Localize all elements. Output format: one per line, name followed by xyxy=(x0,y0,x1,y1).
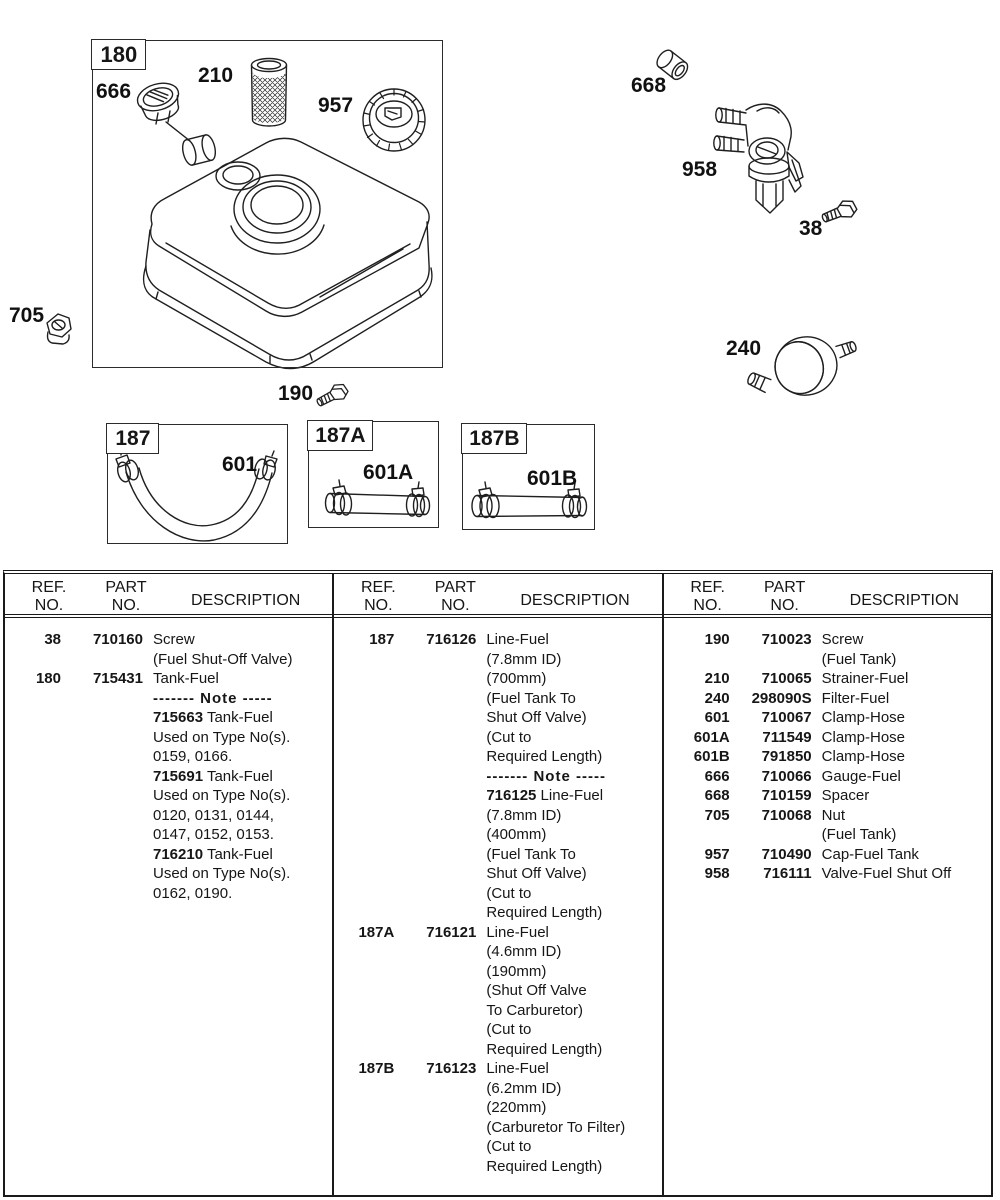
part-no-cell xyxy=(394,942,476,962)
table-header xyxy=(334,574,661,618)
description-header: DESCRIPTION xyxy=(190,592,301,609)
ref-no-cell xyxy=(9,708,61,728)
ref-no-cell xyxy=(342,884,394,904)
part-no-cell: 716126 xyxy=(426,631,477,648)
ref-no-cell: 957 xyxy=(704,845,730,863)
table-row xyxy=(5,689,332,709)
part-no-cell xyxy=(61,650,143,670)
part-no-cell: 710065 xyxy=(761,670,812,687)
table-row xyxy=(334,1137,661,1157)
description-cell: 0147, 0152, 0153. xyxy=(153,826,274,843)
table-row xyxy=(334,1020,661,1040)
table-row xyxy=(334,650,661,670)
ref-no-cell xyxy=(9,806,61,826)
description-cell: Used on Type No(s). xyxy=(153,728,291,746)
part-no-cell xyxy=(394,728,476,748)
ref-no-cell xyxy=(342,767,394,787)
table-rows xyxy=(334,618,661,1176)
table-row xyxy=(664,630,991,650)
description-cell: Strainer-Fuel xyxy=(821,670,909,687)
ref-no-cell xyxy=(9,786,61,806)
part-no-cell: 791850 xyxy=(761,748,812,765)
table-rows xyxy=(664,618,991,884)
description-cell: (4.6mm ID) xyxy=(486,943,562,960)
description-cell: (7.8mm ID) xyxy=(486,806,562,824)
description-cell: Shut Off Valve) xyxy=(486,865,587,882)
description-cell: 0120, 0131, 0144, xyxy=(153,806,274,824)
table-row xyxy=(664,767,991,787)
table-row xyxy=(5,806,332,826)
description-cell: 715691 Tank-Fuel xyxy=(153,767,273,785)
description-cell: ------- Note ----- xyxy=(153,689,273,707)
table-row xyxy=(664,825,991,845)
table-row xyxy=(5,669,332,689)
part-no-cell xyxy=(394,1118,476,1138)
part-no-cell xyxy=(61,845,143,865)
ref-no-cell: 187B xyxy=(358,1060,395,1077)
description-cell: Required Length) xyxy=(486,904,603,921)
part-no-header: PART NO. xyxy=(105,579,147,614)
callout-187: 187 xyxy=(106,423,159,454)
part-no-cell xyxy=(394,864,476,884)
part-no-cell xyxy=(394,825,476,845)
table-row xyxy=(664,650,991,670)
description-cell: 715663 Tank-Fuel xyxy=(153,709,273,726)
ref-no-cell xyxy=(9,884,61,904)
ref-no-cell xyxy=(9,845,61,865)
part-no-cell xyxy=(394,1079,476,1099)
part-no-cell xyxy=(394,669,476,689)
ref-no-cell xyxy=(342,864,394,884)
table-row xyxy=(334,1079,661,1099)
description-cell: (Fuel Shut-Off Valve) xyxy=(153,650,293,668)
ref-no-cell xyxy=(342,825,394,845)
table-row xyxy=(334,689,661,709)
description-cell: Clamp-Hose xyxy=(821,748,906,765)
part-no-cell xyxy=(394,1020,476,1040)
callout-705: 705 xyxy=(9,304,45,327)
screw-190-drawing xyxy=(314,381,350,411)
part-no-cell: 710066 xyxy=(761,767,812,785)
ref-no-cell xyxy=(342,1137,394,1157)
ref-no-cell: 180 xyxy=(35,670,61,687)
ref-no-cell xyxy=(678,825,730,845)
description-cell: (6.2mm ID) xyxy=(486,1079,562,1097)
table-row xyxy=(664,806,991,826)
ref-no-cell xyxy=(342,669,394,689)
table-row xyxy=(664,864,991,884)
callout-958: 958 xyxy=(682,158,718,181)
ref-no-cell: 601A xyxy=(693,728,730,746)
table-row xyxy=(664,689,991,709)
part-no-cell xyxy=(394,786,476,806)
description-cell: (Cut to xyxy=(486,884,532,902)
description-cell: Valve-Fuel Shut Off xyxy=(821,865,952,882)
description-cell: (Fuel Tank To xyxy=(486,845,576,863)
description-cell: ------- Note ----- xyxy=(486,767,606,785)
description-cell: Spacer xyxy=(821,787,870,804)
parts-table xyxy=(3,570,993,1197)
table-row xyxy=(664,845,991,865)
ref-no-cell xyxy=(342,845,394,865)
ref-no-cell: 958 xyxy=(704,865,730,882)
callout-187B: 187B xyxy=(461,423,527,454)
ref-no-cell xyxy=(342,962,394,982)
ref-no-cell xyxy=(9,864,61,884)
parts-table-column-1 xyxy=(5,574,332,1195)
nut-drawing xyxy=(47,314,71,344)
fuel-filter-drawing xyxy=(746,330,858,401)
part-no-cell xyxy=(394,689,476,709)
description-cell: Used on Type No(s). xyxy=(153,865,291,882)
part-no-cell: 710490 xyxy=(761,845,812,863)
ref-no-cell xyxy=(9,728,61,748)
description-cell: Cap-Fuel Tank xyxy=(821,845,919,863)
part-no-cell xyxy=(61,767,143,787)
description-cell: Shut Off Valve) xyxy=(486,709,587,726)
table-header xyxy=(664,574,991,618)
table-row xyxy=(334,923,661,943)
description-cell: (Cut to xyxy=(486,728,532,746)
table-row xyxy=(334,845,661,865)
description-cell: Nut xyxy=(821,806,845,824)
diagram-box-180 xyxy=(92,40,443,368)
ref-no-cell xyxy=(342,903,394,923)
ref-no-cell xyxy=(9,650,61,670)
part-no-cell xyxy=(394,650,476,670)
table-row xyxy=(334,864,661,884)
description-cell: (400mm) xyxy=(486,826,547,843)
description-cell: (Carburetor To Filter) xyxy=(486,1118,626,1136)
table-row xyxy=(5,884,332,904)
description-cell: 716125 Line-Fuel xyxy=(486,787,604,804)
table-row xyxy=(334,981,661,1001)
callout-240: 240 xyxy=(726,337,762,360)
part-no-cell: 715431 xyxy=(92,670,143,687)
table-row xyxy=(5,825,332,845)
table-row xyxy=(5,767,332,787)
ref-no-cell xyxy=(342,1001,394,1021)
ref-no-cell xyxy=(9,747,61,767)
ref-no-cell xyxy=(342,1118,394,1138)
description-cell: 0159, 0166. xyxy=(153,748,233,765)
part-no-cell xyxy=(394,708,476,728)
diagram-box-187 xyxy=(107,424,288,544)
callout-190: 190 xyxy=(278,382,314,405)
table-rows xyxy=(5,618,332,903)
screw-38-drawing xyxy=(820,197,859,227)
part-no-cell xyxy=(61,728,143,748)
ref-no-cell xyxy=(342,806,394,826)
table-row xyxy=(334,669,661,689)
part-no-cell xyxy=(730,650,812,670)
description-cell: (700mm) xyxy=(486,670,547,687)
part-no-cell: 716123 xyxy=(426,1060,477,1077)
callout-187A: 187A xyxy=(307,420,373,451)
ref-no-cell xyxy=(342,1020,394,1040)
table-row xyxy=(334,786,661,806)
table-header xyxy=(5,574,332,618)
parts-table-column-3 xyxy=(662,574,991,1195)
description-cell: Clamp-Hose xyxy=(821,728,906,746)
part-no-cell xyxy=(394,981,476,1001)
ref-no-cell xyxy=(342,689,394,709)
callout-957: 957 xyxy=(318,94,354,117)
table-row xyxy=(334,806,661,826)
part-no-cell: 710068 xyxy=(761,806,812,824)
ref-no-cell xyxy=(9,767,61,787)
ref-no-cell: 187 xyxy=(369,631,395,648)
ref-no-cell xyxy=(342,1040,394,1060)
callout-601: 601 xyxy=(222,453,258,476)
ref-no-cell: 187A xyxy=(358,923,395,941)
description-cell: (Fuel Tank To xyxy=(486,689,576,707)
description-cell: 716210 Tank-Fuel xyxy=(153,845,273,863)
table-row xyxy=(5,708,332,728)
ref-no-cell xyxy=(342,708,394,728)
part-no-cell: 298090S xyxy=(751,689,812,707)
table-row xyxy=(5,864,332,884)
ref-no-header: REF. NO. xyxy=(690,579,725,614)
table-row xyxy=(334,708,661,728)
part-no-cell: 710023 xyxy=(761,631,812,648)
table-row xyxy=(334,962,661,982)
description-cell: (Fuel Tank) xyxy=(821,826,897,843)
description-cell: Required Length) xyxy=(486,748,603,765)
callout-668: 668 xyxy=(631,74,667,97)
ref-no-cell xyxy=(9,825,61,845)
ref-no-cell: 705 xyxy=(704,806,730,824)
description-cell: Line-Fuel xyxy=(486,923,549,941)
ref-no-cell: 210 xyxy=(704,670,730,687)
table-row xyxy=(334,630,661,650)
part-no-cell xyxy=(394,767,476,787)
description-cell: Clamp-Hose xyxy=(821,709,906,726)
part-no-header: PART NO. xyxy=(764,579,806,614)
fuel-valve-drawing xyxy=(714,104,803,213)
ref-no-cell xyxy=(342,981,394,1001)
part-no-cell: 710067 xyxy=(761,709,812,726)
part-no-cell xyxy=(61,864,143,884)
ref-no-cell xyxy=(342,1157,394,1177)
ref-no-cell xyxy=(678,650,730,670)
callout-210: 210 xyxy=(198,64,234,87)
description-cell: To Carburetor) xyxy=(486,1001,584,1019)
part-no-header: PART NO. xyxy=(434,579,476,614)
description-cell: Tank-Fuel xyxy=(153,670,219,687)
ref-no-cell xyxy=(342,728,394,748)
table-row xyxy=(664,747,991,767)
part-no-cell: 716121 xyxy=(426,923,477,941)
part-no-cell: 710159 xyxy=(761,787,812,804)
part-no-cell xyxy=(394,1157,476,1177)
part-no-cell xyxy=(61,806,143,826)
table-row xyxy=(334,747,661,767)
part-no-cell: 711549 xyxy=(762,728,812,746)
description-cell: Line-Fuel xyxy=(486,631,549,648)
description-cell: (Fuel Tank) xyxy=(821,650,897,668)
part-no-cell xyxy=(394,806,476,826)
table-row xyxy=(334,942,661,962)
part-no-cell xyxy=(394,845,476,865)
table-row xyxy=(334,884,661,904)
part-no-cell xyxy=(394,884,476,904)
ref-no-cell xyxy=(342,942,394,962)
table-row xyxy=(5,630,332,650)
callout-601B: 601B xyxy=(527,467,578,490)
description-cell: Line-Fuel xyxy=(486,1060,549,1077)
description-cell: (190mm) xyxy=(486,962,547,980)
table-row xyxy=(334,767,661,787)
part-no-cell xyxy=(394,962,476,982)
part-no-cell: 710160 xyxy=(92,631,143,648)
part-no-cell xyxy=(61,884,143,904)
part-no-cell: 716111 xyxy=(763,865,812,882)
table-row xyxy=(334,728,661,748)
diagram-section xyxy=(0,0,1000,570)
table-row xyxy=(664,708,991,728)
ref-no-header: REF. NO. xyxy=(31,579,67,614)
part-no-cell xyxy=(61,747,143,767)
ref-no-cell: 601B xyxy=(693,748,730,765)
part-no-cell xyxy=(394,1040,476,1060)
part-no-cell xyxy=(61,708,143,728)
callout-601A: 601A xyxy=(363,461,414,484)
table-row xyxy=(334,1059,661,1079)
ref-no-cell xyxy=(342,1098,394,1118)
description-cell: Gauge-Fuel xyxy=(821,767,901,785)
description-cell: (7.8mm ID) xyxy=(486,650,562,668)
table-row xyxy=(5,728,332,748)
table-row xyxy=(5,747,332,767)
part-no-cell xyxy=(730,825,812,845)
description-cell: (Cut to xyxy=(486,1138,532,1155)
description-cell: Screw xyxy=(821,631,864,648)
table-row xyxy=(334,1157,661,1177)
part-no-cell xyxy=(394,1098,476,1118)
part-no-cell xyxy=(394,747,476,767)
part-no-cell xyxy=(394,903,476,923)
description-cell: Screw xyxy=(153,631,195,648)
ref-no-cell xyxy=(342,1079,394,1099)
ref-no-cell xyxy=(342,786,394,806)
ref-no-cell: 190 xyxy=(704,631,730,648)
ref-no-cell xyxy=(9,689,61,709)
description-cell: Required Length) xyxy=(486,1157,603,1175)
table-row xyxy=(664,786,991,806)
ref-no-cell: 38 xyxy=(44,631,61,648)
ref-no-cell: 668 xyxy=(704,787,730,804)
part-no-cell xyxy=(61,825,143,845)
table-row xyxy=(334,1118,661,1138)
table-row xyxy=(334,1098,661,1118)
description-header: DESCRIPTION xyxy=(520,592,630,609)
callout-38: 38 xyxy=(799,217,823,240)
description-cell: (220mm) xyxy=(486,1099,547,1116)
ref-no-cell: 601 xyxy=(704,709,730,726)
table-row xyxy=(5,786,332,806)
ref-no-cell xyxy=(342,650,394,670)
callout-180: 180 xyxy=(91,39,146,70)
table-row xyxy=(334,1040,661,1060)
callout-666: 666 xyxy=(96,80,132,103)
table-row xyxy=(334,1001,661,1021)
description-cell: 0162, 0190. xyxy=(153,884,233,902)
description-cell: Required Length) xyxy=(486,1040,603,1058)
table-row xyxy=(5,650,332,670)
table-row xyxy=(334,903,661,923)
table-row xyxy=(664,669,991,689)
table-row xyxy=(664,728,991,748)
ref-no-cell xyxy=(342,747,394,767)
part-no-cell xyxy=(61,689,143,709)
table-row xyxy=(5,845,332,865)
description-cell: (Cut to xyxy=(486,1021,532,1038)
description-cell: (Shut Off Valve xyxy=(486,982,587,999)
parts-table-column-2 xyxy=(332,574,661,1195)
description-cell: Used on Type No(s). xyxy=(153,787,291,804)
table-row xyxy=(334,825,661,845)
ref-no-header: REF. NO. xyxy=(360,579,396,614)
part-no-cell xyxy=(394,1001,476,1021)
part-no-cell xyxy=(61,786,143,806)
description-cell: Filter-Fuel xyxy=(821,689,890,707)
part-no-cell xyxy=(394,1137,476,1157)
description-header: DESCRIPTION xyxy=(849,592,959,609)
ref-no-cell: 240 xyxy=(704,689,730,707)
ref-no-cell: 666 xyxy=(704,767,730,785)
